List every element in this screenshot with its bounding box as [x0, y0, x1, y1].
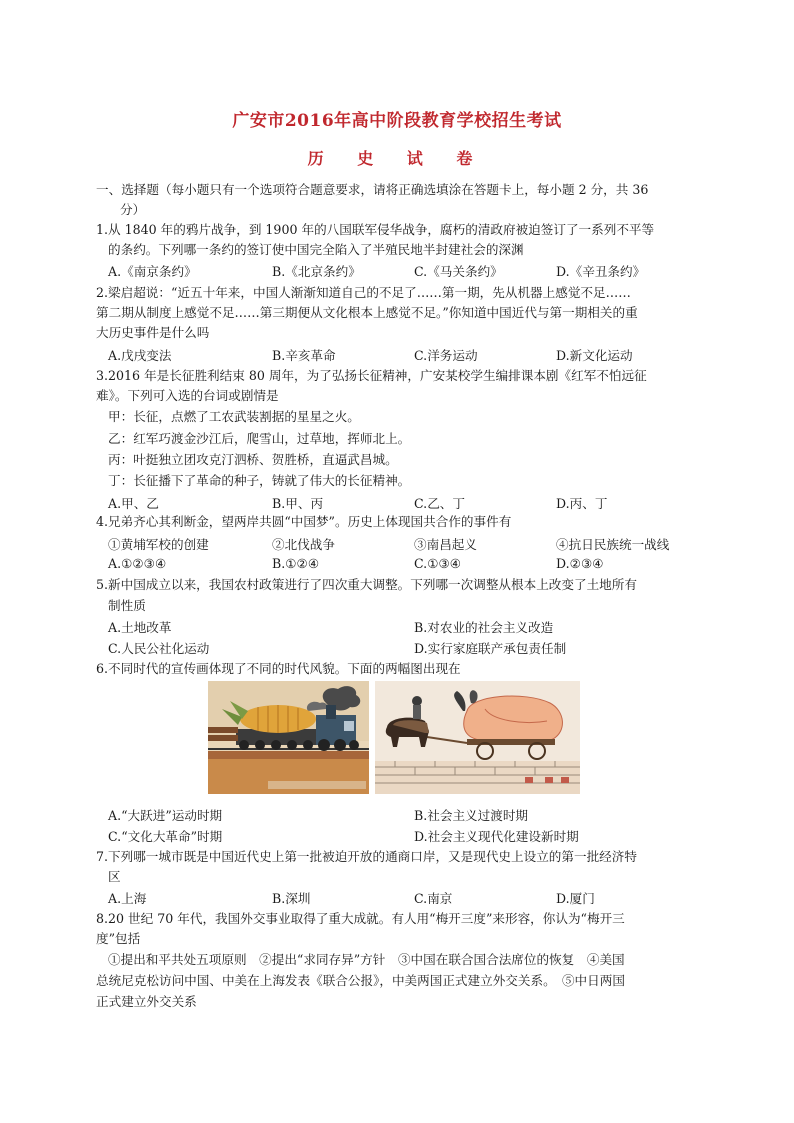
q8-items-line1: ①提出和平共处五项原则 ②提出“求同存异”方针 ③中国在联合国合法席位的恢复 ④美国: [108, 952, 625, 967]
q6-option-d[interactable]: D.社会主义现代化建设新时期: [414, 829, 579, 844]
q6-stem: 6.不同时代的宣传画体现了不同的时代风貌。下面的两幅图出现在: [96, 661, 461, 676]
q5-option-a[interactable]: A.土地改革: [108, 620, 172, 635]
q2-stem-cont2: 大历史事件是什么吗: [96, 325, 210, 340]
q3-statement-ding: 丁：长征播下了革命的种子，铸就了伟大的长征精神。: [108, 473, 411, 488]
q7-option-c[interactable]: C.南京: [414, 891, 453, 906]
exam-title: 广安市2016年高中阶段教育学校招生考试: [232, 111, 562, 131]
q3-statement-yi: 乙：红军巧渡金沙江后，爬雪山，过草地，挥师北上。: [108, 431, 411, 446]
section-heading-cont: 分）: [120, 202, 146, 217]
q7-option-b[interactable]: B.深圳: [272, 891, 311, 906]
q2-option-a[interactable]: A.戊戌变法: [108, 348, 172, 363]
q2-option-d[interactable]: D.新文化运动: [556, 348, 633, 363]
propaganda-poster-ox-cart: [375, 681, 580, 794]
q4-option-c[interactable]: C.①③④: [414, 556, 462, 571]
q2-option-c[interactable]: C.洋务运动: [414, 348, 478, 363]
q2-stem-cont: 第二期从制度上感觉不足……第三期便从文化根本上感觉不足。”你知道中国近代与第一期相关的重: [96, 305, 638, 320]
q1-option-c[interactable]: C.《马关条约》: [414, 264, 503, 279]
q8-items-line2: 总统尼克松访问中国、中美在上海发表《联合公报》，中美两国正式建立外交关系。 ⑤中日两国: [96, 973, 625, 988]
q2-stem: 2.梁启超说：“近五十年来，中国人渐渐知道自己的不足了……第一期，先从机器上感觉不足……: [96, 285, 631, 300]
q2-option-b[interactable]: B.辛亥革命: [272, 348, 336, 363]
propaganda-poster-train: [208, 681, 369, 794]
q1-option-b[interactable]: B.《北京条约》: [272, 264, 361, 279]
q5-option-d[interactable]: D.实行家庭联产承包责任制: [414, 641, 567, 656]
q6-option-a[interactable]: A.“大跃进”运动时期: [108, 808, 223, 823]
q3-option-b[interactable]: B.甲、丙: [272, 496, 324, 511]
q7-option-d[interactable]: D.厦门: [556, 891, 595, 906]
q3-option-a[interactable]: A.甲、乙: [108, 496, 159, 511]
q4-item-2: ②北伐战争: [272, 537, 335, 552]
q3-stem: 3.2016 年是长征胜利结束 80 周年，为了弘扬长征精神，广安某校学生编排课本剧《红军不怕远征: [96, 368, 647, 383]
q6-option-c[interactable]: C.“文化大革命”时期: [108, 829, 223, 844]
q8-stem: 8.20 世纪 70 年代，我国外交事业取得了重大成就。有人用“梅开三度”来形容，你认为“梅开三: [96, 911, 625, 926]
q3-statement-jia: 甲：长征，点燃了工农武装割据的星星之火。: [108, 409, 360, 424]
q1-option-a[interactable]: A.《南京条约》: [108, 264, 197, 279]
q3-stem-cont: 难》。下列可入选的台词或剧情是: [96, 388, 279, 403]
q4-item-4: ④抗日民族统一战线: [556, 537, 670, 552]
q4-option-b[interactable]: B.①②④: [272, 556, 320, 571]
q3-option-d[interactable]: D.丙、丁: [556, 496, 608, 511]
q4-item-1: ①黄埔军校的创建: [108, 537, 209, 552]
q3-option-c[interactable]: C.乙、丁: [414, 496, 465, 511]
q8-items-line3: 正式建立外交关系: [96, 994, 197, 1009]
q5-stem-cont: 制性质: [108, 598, 146, 613]
q1-stem-cont: 的条约。下列哪一条约的签订使中国完全陷入了半殖民地半封建社会的深渊: [108, 242, 524, 257]
q5-option-c[interactable]: C.人民公社化运动: [108, 641, 210, 656]
q5-option-b[interactable]: B.对农业的社会主义改造: [414, 620, 554, 635]
exam-subtitle: 历 史 试 卷: [307, 149, 487, 168]
q4-item-3: ③南昌起义: [414, 537, 477, 552]
q1-stem: 1.从 1840 年的鸦片战争，到 1900 年的八国联军侵华战争，腐朽的清政府被迫签订了一系列不平等: [96, 222, 655, 237]
q7-stem-cont: 区: [108, 869, 121, 884]
q4-stem: 4.兄弟齐心其利断金，望两岸共圆“中国梦”。历史上体现国共合作的事件有: [96, 514, 512, 529]
q3-statement-bing: 丙：叶挺独立团攻克汀泗桥、贺胜桥，直逼武昌城。: [108, 452, 398, 467]
q1-option-d[interactable]: D.《辛丑条约》: [556, 264, 646, 279]
section-heading: 一、选择题（每小题只有一个选项符合题意要求，请将正确选填涂在答题卡上，每小题 2 分，共 36: [96, 182, 649, 197]
q5-stem: 5.新中国成立以来，我国农村政策进行了四次重大调整。下列哪一次调整从根本上改变了土地所有: [96, 577, 637, 592]
q4-option-d[interactable]: D.②③④: [556, 556, 604, 571]
q7-stem: 7.下列哪一城市既是中国近代史上第一批被迫开放的通商口岸，又是现代史上设立的第一批经济特: [96, 849, 637, 864]
q6-option-b[interactable]: B.社会主义过渡时期: [414, 808, 529, 823]
q7-option-a[interactable]: A.上海: [108, 891, 147, 906]
q4-option-a[interactable]: A.①②③④: [108, 556, 167, 571]
q8-stem-cont: 度”包括: [96, 931, 141, 946]
